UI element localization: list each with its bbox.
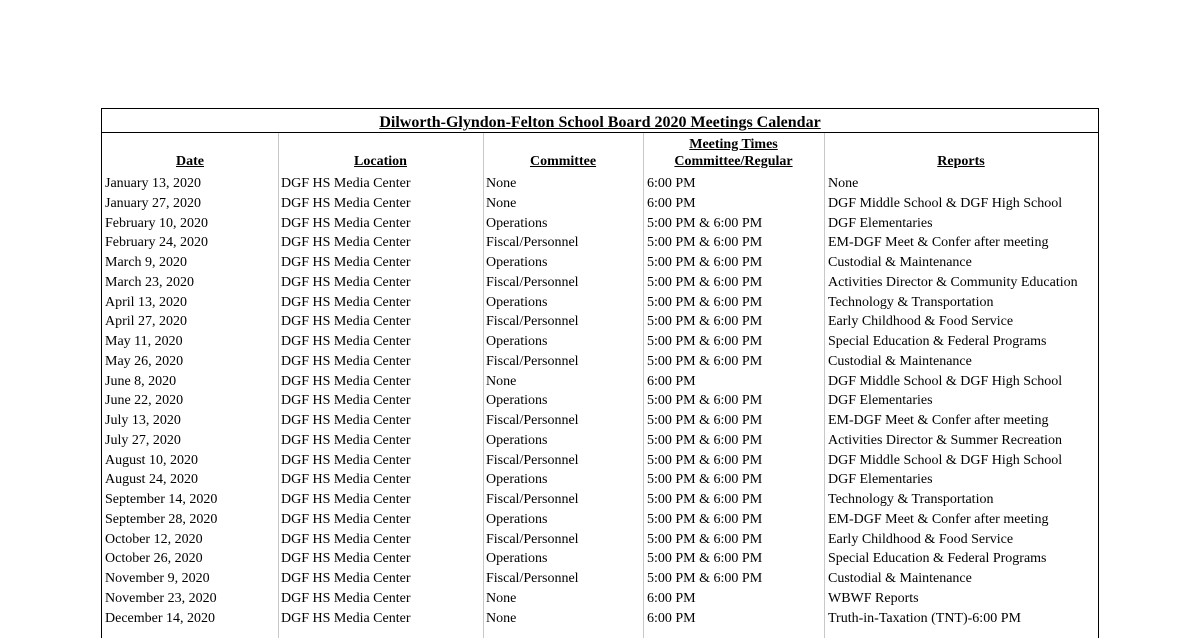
meeting-date: October 26, 2020 (105, 551, 203, 567)
committee-column-header: Committee (529, 154, 597, 169)
meeting-times: 5:00 PM & 6:00 PM (647, 551, 763, 567)
meeting-times-column-header (643, 133, 824, 177)
meeting-date: May 11, 2020 (105, 334, 183, 349)
meeting-date: January 13, 2020 (105, 176, 202, 191)
meeting-date: April 13, 2020 (105, 294, 188, 310)
meeting-times: 5:00 PM & 6:00 PM (647, 353, 763, 369)
table-row (102, 609, 1098, 629)
reports-column-header: Reports (937, 154, 985, 169)
meeting-location: DGF HS Media Center (281, 353, 411, 369)
meeting-committee: Operations (486, 294, 548, 310)
meeting-times: 6:00 PM (647, 195, 696, 211)
table-row (102, 549, 1098, 569)
meeting-location: DGF HS Media Center (281, 432, 411, 448)
meeting-date: September 28, 2020 (105, 511, 218, 527)
meetings-table-body (102, 174, 1098, 628)
meeting-times-header-line1: Meeting Times (689, 137, 778, 152)
meeting-location: DGF HS Media Center (281, 334, 411, 349)
table-row (102, 214, 1098, 234)
meeting-times: 5:00 PM & 6:00 PM (647, 413, 763, 428)
meeting-times: 5:00 PM & 6:00 PM (647, 334, 763, 349)
table-row (102, 431, 1098, 451)
meeting-times: 5:00 PM & 6:00 PM (647, 294, 763, 310)
table-row (102, 411, 1098, 431)
meeting-location: DGF HS Media Center (281, 571, 411, 586)
table-row (102, 451, 1098, 471)
meeting-date: July 13, 2020 (105, 413, 181, 428)
meeting-committee: Fiscal/Personnel (486, 452, 579, 468)
meeting-times: 5:00 PM & 6:00 PM (647, 492, 763, 507)
meeting-times: 6:00 PM (647, 176, 696, 191)
meeting-location: DGF HS Media Center (281, 472, 411, 488)
meeting-reports: DGF Elementaries (828, 215, 933, 231)
meeting-committee: None (486, 176, 517, 191)
meeting-times: 5:00 PM & 6:00 PM (647, 235, 763, 251)
meeting-reports: Truth-in-Taxation (TNT)-6:00 PM (828, 610, 1021, 626)
meeting-location: DGF HS Media Center (281, 176, 411, 191)
meeting-times: 5:00 PM & 6:00 PM (647, 472, 763, 488)
meeting-date: June 8, 2020 (105, 373, 177, 389)
table-row (102, 490, 1098, 510)
meeting-committee: Operations (486, 215, 548, 231)
meeting-date: November 23, 2020 (105, 590, 217, 606)
meetings-calendar-sheet (101, 108, 1099, 638)
meeting-times: 5:00 PM & 6:00 PM (647, 255, 763, 270)
meeting-reports: Technology & Transportation (828, 492, 994, 507)
meeting-location: DGF HS Media Center (281, 195, 411, 211)
table-row (102, 391, 1098, 411)
meeting-location: DGF HS Media Center (281, 452, 411, 468)
meeting-reports: Early Childhood & Food Service (828, 314, 1014, 330)
meeting-committee: Fiscal/Personnel (486, 492, 579, 507)
meeting-committee: Fiscal/Personnel (486, 571, 579, 586)
meeting-reports: EM-DGF Meet & Confer after meeting (828, 511, 1049, 527)
meeting-reports: Custodial & Maintenance (828, 255, 972, 270)
meeting-reports: DGF Middle School & DGF High School (828, 195, 1063, 211)
meeting-reports: DGF Middle School & DGF High School (828, 373, 1063, 389)
meeting-location: DGF HS Media Center (281, 215, 411, 231)
meeting-reports: Technology & Transportation (828, 294, 994, 310)
table-row (102, 293, 1098, 313)
table-row (102, 194, 1098, 214)
meeting-date: February 24, 2020 (105, 235, 209, 251)
meeting-times: 5:00 PM & 6:00 PM (647, 511, 763, 527)
meeting-location: DGF HS Media Center (281, 373, 411, 389)
meeting-location: DGF HS Media Center (281, 393, 411, 409)
meeting-reports: WBWF Reports (828, 590, 919, 606)
meeting-committee: Fiscal/Personnel (486, 413, 579, 428)
meeting-committee: Operations (486, 432, 548, 448)
meeting-location: DGF HS Media Center (281, 590, 411, 606)
meeting-times: 6:00 PM (647, 610, 696, 626)
table-row (102, 470, 1098, 490)
meeting-location: DGF HS Media Center (281, 531, 411, 547)
calendar-title: Dilworth-Glyndon-Felton School Board 2020 Meetings Calendar (102, 109, 1098, 133)
meeting-date: August 24, 2020 (105, 472, 198, 488)
meeting-times: 5:00 PM & 6:00 PM (647, 571, 763, 586)
meeting-times: 6:00 PM (647, 590, 696, 606)
meeting-committee: None (486, 590, 517, 606)
meeting-date: September 14, 2020 (105, 492, 218, 507)
meeting-date: August 10, 2020 (105, 452, 198, 468)
meeting-reports: None (828, 176, 859, 191)
meeting-reports: Early Childhood & Food Service (828, 531, 1014, 547)
table-row (102, 233, 1098, 253)
date-column-header: Date (176, 154, 204, 169)
meeting-times: 5:00 PM & 6:00 PM (647, 314, 763, 330)
table-row (102, 510, 1098, 530)
meeting-committee: Operations (486, 393, 548, 409)
meeting-committee: Operations (486, 472, 548, 488)
table-row (102, 273, 1098, 293)
meeting-date: February 10, 2020 (105, 215, 209, 231)
meeting-committee: Fiscal/Personnel (486, 314, 579, 330)
meeting-committee: None (486, 373, 517, 389)
meeting-reports: Special Education & Federal Programs (828, 334, 1047, 349)
meeting-location: DGF HS Media Center (281, 314, 411, 330)
meeting-committee: None (486, 195, 517, 211)
meeting-reports: Custodial & Maintenance (828, 353, 972, 369)
meeting-date: January 27, 2020 (105, 195, 202, 211)
meeting-times: 6:00 PM (647, 373, 696, 389)
table-row (102, 332, 1098, 352)
table-row (102, 253, 1098, 273)
meeting-date: March 23, 2020 (105, 274, 195, 290)
meeting-reports: EM-DGF Meet & Confer after meeting (828, 413, 1049, 428)
meeting-committee: Fiscal/Personnel (486, 235, 579, 251)
meeting-date: December 14, 2020 (105, 610, 216, 626)
table-row (102, 569, 1098, 589)
table-row (102, 372, 1098, 392)
meeting-times-header-line2: Committee/Regular (674, 154, 793, 169)
meeting-times: 5:00 PM & 6:00 PM (647, 393, 763, 409)
meeting-reports: DGF Middle School & DGF High School (828, 452, 1063, 468)
table-row (102, 312, 1098, 332)
meeting-date: June 22, 2020 (105, 393, 184, 409)
meeting-committee: Fiscal/Personnel (486, 531, 579, 547)
meeting-location: DGF HS Media Center (281, 255, 411, 270)
meeting-times: 5:00 PM & 6:00 PM (647, 432, 763, 448)
table-row (102, 589, 1098, 609)
meeting-date: October 12, 2020 (105, 531, 203, 547)
meeting-location: DGF HS Media Center (281, 492, 411, 507)
meeting-committee: Fiscal/Personnel (486, 274, 579, 290)
meeting-location: DGF HS Media Center (281, 235, 411, 251)
meeting-committee: Fiscal/Personnel (486, 353, 579, 369)
meeting-reports: DGF Elementaries (828, 472, 933, 488)
meeting-date: November 9, 2020 (105, 571, 210, 586)
meeting-times: 5:00 PM & 6:00 PM (647, 452, 763, 468)
meeting-committee: Operations (486, 511, 548, 527)
meeting-times: 5:00 PM & 6:00 PM (647, 215, 763, 231)
meeting-location: DGF HS Media Center (281, 294, 411, 310)
table-row (102, 530, 1098, 550)
meeting-committee: Operations (486, 334, 548, 349)
meeting-location: DGF HS Media Center (281, 511, 411, 527)
meeting-reports: EM-DGF Meet & Confer after meeting (828, 235, 1049, 251)
meeting-location: DGF HS Media Center (281, 551, 411, 567)
meeting-location: DGF HS Media Center (281, 413, 411, 428)
table-row (102, 352, 1098, 372)
meeting-times: 5:00 PM & 6:00 PM (647, 274, 763, 290)
meeting-committee: Operations (486, 551, 548, 567)
meeting-reports: Activities Director & Community Education (828, 274, 1078, 290)
meeting-reports: DGF Elementaries (828, 393, 933, 409)
table-row (102, 174, 1098, 194)
meeting-reports: Custodial & Maintenance (828, 571, 972, 586)
meeting-date: March 9, 2020 (105, 255, 188, 270)
meeting-committee: None (486, 610, 517, 626)
meeting-committee: Operations (486, 255, 548, 270)
location-column-header: Location (354, 154, 407, 169)
meeting-date: May 26, 2020 (105, 353, 184, 369)
meeting-reports: Special Education & Federal Programs (828, 551, 1047, 567)
meeting-date: April 27, 2020 (105, 314, 188, 330)
meeting-times: 5:00 PM & 6:00 PM (647, 531, 763, 547)
meeting-reports: Activities Director & Summer Recreation (828, 432, 1063, 448)
meeting-location: DGF HS Media Center (281, 610, 411, 626)
meeting-date: July 27, 2020 (105, 432, 181, 448)
meeting-location: DGF HS Media Center (281, 274, 411, 290)
